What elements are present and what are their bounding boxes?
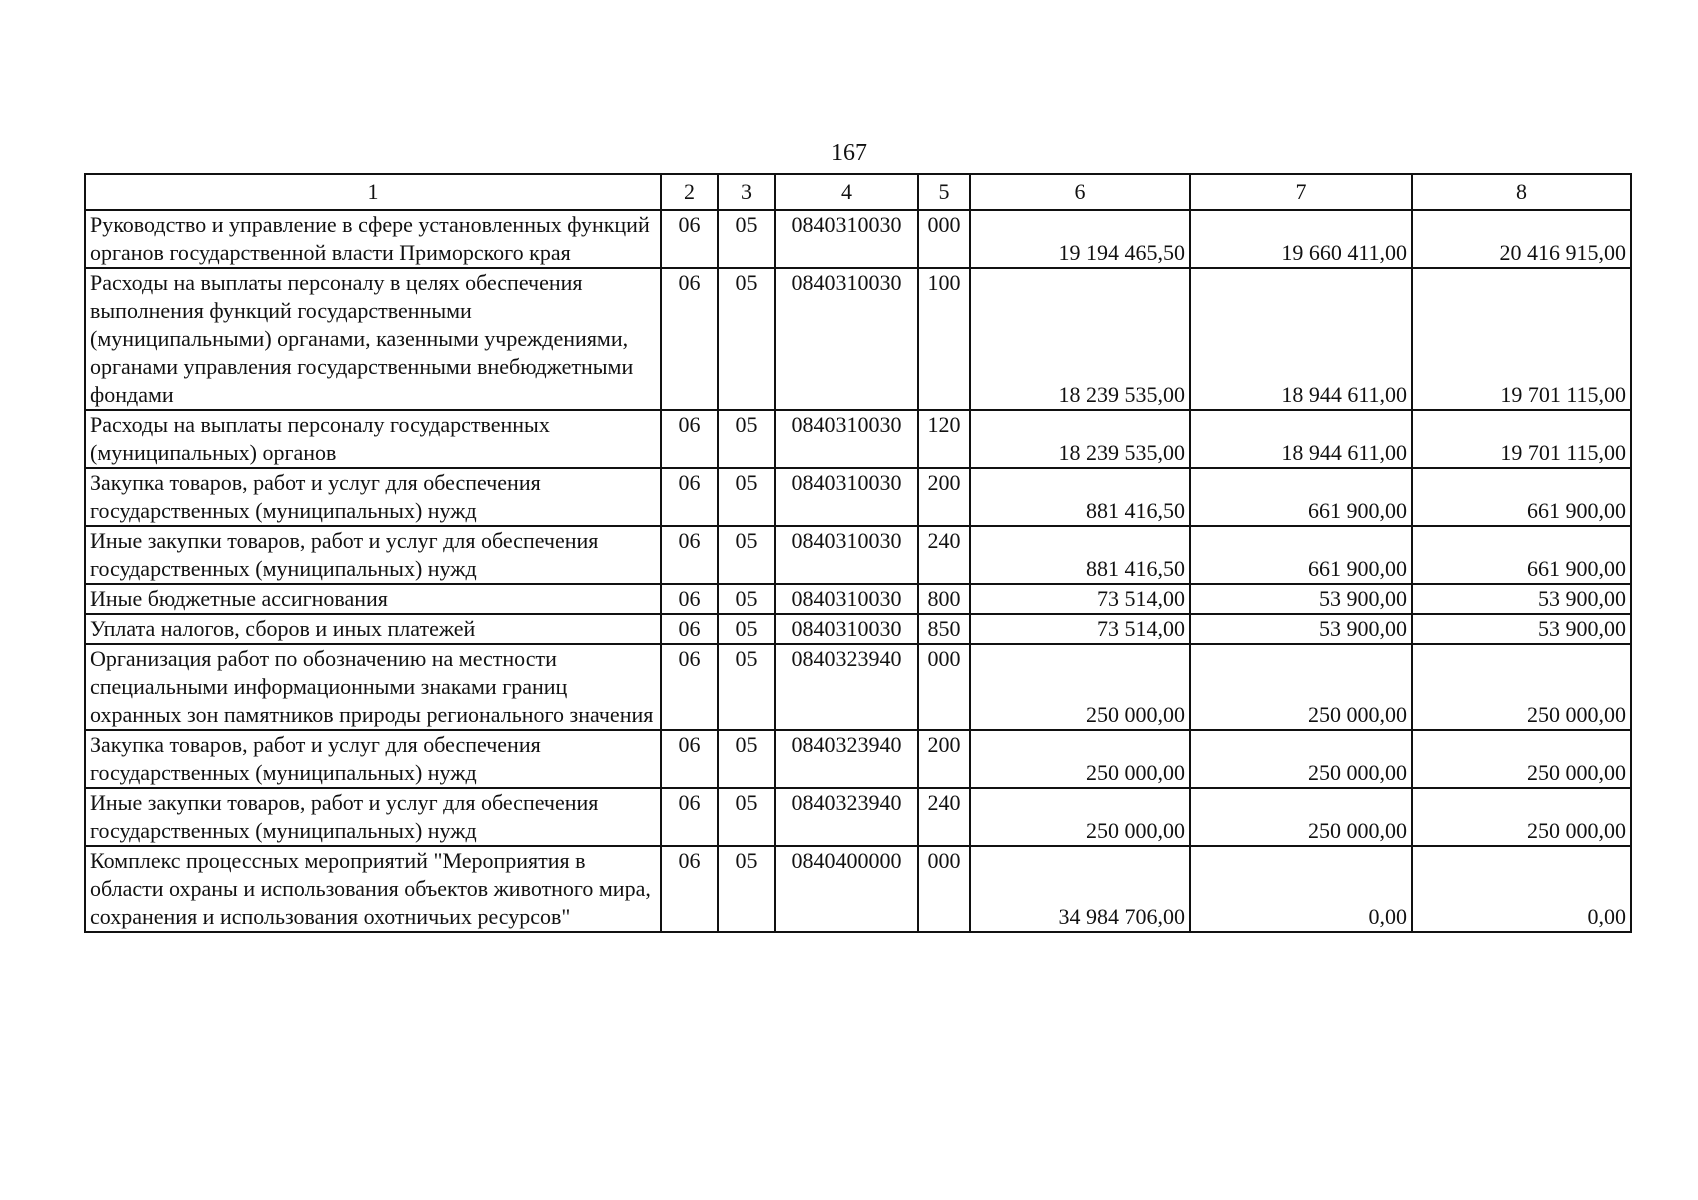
amount-col-8: 0,00 — [1412, 846, 1631, 932]
amount-col-7: 53 900,00 — [1190, 614, 1412, 644]
section-code: 06 — [661, 846, 718, 932]
row-name: Иные закупки товаров, работ и услуг для обеспечения государственных (муниципальных) нужд — [85, 788, 661, 846]
expense-type-code: 200 — [918, 468, 970, 526]
amount-col-6: 73 514,00 — [970, 584, 1190, 614]
amount-col-8: 19 701 115,00 — [1412, 268, 1631, 410]
amount-col-7: 250 000,00 — [1190, 730, 1412, 788]
subsection-code: 05 — [718, 526, 775, 584]
table-row — [85, 614, 1631, 644]
amount-col-6: 250 000,00 — [970, 730, 1190, 788]
section-code: 06 — [661, 644, 718, 730]
amount-col-7: 53 900,00 — [1190, 584, 1412, 614]
table-row — [85, 268, 1631, 410]
amount-col-8: 53 900,00 — [1412, 584, 1631, 614]
expense-type-code: 120 — [918, 410, 970, 468]
subsection-code: 05 — [718, 410, 775, 468]
table-row — [85, 644, 1631, 730]
column-header: 8 — [1412, 174, 1631, 210]
table-row — [85, 526, 1631, 584]
amount-col-8: 250 000,00 — [1412, 788, 1631, 846]
amount-col-6: 34 984 706,00 — [970, 846, 1190, 932]
expense-type-code: 800 — [918, 584, 970, 614]
amount-col-7: 250 000,00 — [1190, 788, 1412, 846]
amount-col-7: 661 900,00 — [1190, 468, 1412, 526]
amount-col-7: 661 900,00 — [1190, 526, 1412, 584]
section-code: 06 — [661, 730, 718, 788]
amount-col-6: 881 416,50 — [970, 468, 1190, 526]
amount-col-6: 250 000,00 — [970, 644, 1190, 730]
amount-col-8: 19 701 115,00 — [1412, 410, 1631, 468]
table-row — [85, 788, 1631, 846]
row-name: Иные закупки товаров, работ и услуг для обеспечения государственных (муниципальных) нужд — [85, 526, 661, 584]
amount-col-6: 881 416,50 — [970, 526, 1190, 584]
amount-col-8: 250 000,00 — [1412, 730, 1631, 788]
expense-type-code: 240 — [918, 788, 970, 846]
amount-col-7: 0,00 — [1190, 846, 1412, 932]
subsection-code: 05 — [718, 210, 775, 268]
subsection-code: 05 — [718, 614, 775, 644]
target-article-code: 0840323940 — [775, 644, 918, 730]
amount-col-8: 661 900,00 — [1412, 526, 1631, 584]
row-name: Закупка товаров, работ и услуг для обеспечения государственных (муниципальных) нужд — [85, 730, 661, 788]
target-article-code: 0840310030 — [775, 526, 918, 584]
row-name: Руководство и управление в сфере установленных функций органов государственной власти Приморского края — [85, 210, 661, 268]
row-name: Комплекс процессных мероприятий "Мероприятия в области охраны и использования объектов животного мира, сохранения и использования охотничьих ресурсов" — [85, 846, 661, 932]
section-code: 06 — [661, 584, 718, 614]
row-name: Иные бюджетные ассигнования — [85, 584, 661, 614]
column-header: 3 — [718, 174, 775, 210]
expense-type-code: 200 — [918, 730, 970, 788]
amount-col-8: 661 900,00 — [1412, 468, 1631, 526]
column-header: 4 — [775, 174, 918, 210]
amount-col-7: 19 660 411,00 — [1190, 210, 1412, 268]
target-article-code: 0840400000 — [775, 846, 918, 932]
target-article-code: 0840323940 — [775, 788, 918, 846]
column-header: 6 — [970, 174, 1190, 210]
row-name: Расходы на выплаты персоналу в целях обеспечения выполнения функций государственными (муниципальными) органами, казенными учреждениями, органами управления государственными внебюджетными фондами — [85, 268, 661, 410]
row-name: Закупка товаров, работ и услуг для обеспечения государственных (муниципальных) нужд — [85, 468, 661, 526]
amount-col-6: 19 194 465,50 — [970, 210, 1190, 268]
column-header: 7 — [1190, 174, 1412, 210]
amount-col-8: 20 416 915,00 — [1412, 210, 1631, 268]
section-code: 06 — [661, 788, 718, 846]
expense-type-code: 100 — [918, 268, 970, 410]
subsection-code: 05 — [718, 268, 775, 410]
column-header: 2 — [661, 174, 718, 210]
row-name: Уплата налогов, сборов и иных платежей — [85, 614, 661, 644]
subsection-code: 05 — [718, 468, 775, 526]
expense-type-code: 850 — [918, 614, 970, 644]
expense-type-code: 240 — [918, 526, 970, 584]
amount-col-6: 18 239 535,00 — [970, 268, 1190, 410]
expense-type-code: 000 — [918, 846, 970, 932]
table-row — [85, 730, 1631, 788]
subsection-code: 05 — [718, 730, 775, 788]
row-name: Организация работ по обозначению на местности специальными информационными знаками границ охранных зон памятников природы регионального значения — [85, 644, 661, 730]
amount-col-8: 53 900,00 — [1412, 614, 1631, 644]
expense-type-code: 000 — [918, 210, 970, 268]
table-row — [85, 410, 1631, 468]
target-article-code: 0840310030 — [775, 584, 918, 614]
section-code: 06 — [661, 410, 718, 468]
amount-col-6: 73 514,00 — [970, 614, 1190, 644]
header-row — [85, 174, 1631, 210]
table-row — [85, 584, 1631, 614]
target-article-code: 0840310030 — [775, 410, 918, 468]
section-code: 06 — [661, 614, 718, 644]
subsection-code: 05 — [718, 584, 775, 614]
table-row — [85, 210, 1631, 268]
column-header: 5 — [918, 174, 970, 210]
amount-col-6: 18 239 535,00 — [970, 410, 1190, 468]
target-article-code: 0840310030 — [775, 268, 918, 410]
target-article-code: 0840310030 — [775, 614, 918, 644]
subsection-code: 05 — [718, 846, 775, 932]
section-code: 06 — [661, 268, 718, 410]
target-article-code: 0840323940 — [775, 730, 918, 788]
table-row — [85, 846, 1631, 932]
budget-table — [84, 173, 1632, 933]
subsection-code: 05 — [718, 644, 775, 730]
page-number: 167 — [831, 140, 867, 166]
target-article-code: 0840310030 — [775, 210, 918, 268]
subsection-code: 05 — [718, 788, 775, 846]
amount-col-6: 250 000,00 — [970, 788, 1190, 846]
section-code: 06 — [661, 526, 718, 584]
amount-col-7: 18 944 611,00 — [1190, 268, 1412, 410]
section-code: 06 — [661, 210, 718, 268]
target-article-code: 0840310030 — [775, 468, 918, 526]
amount-col-7: 250 000,00 — [1190, 644, 1412, 730]
table-row — [85, 468, 1631, 526]
column-header: 1 — [85, 174, 661, 210]
section-code: 06 — [661, 468, 718, 526]
amount-col-7: 18 944 611,00 — [1190, 410, 1412, 468]
expense-type-code: 000 — [918, 644, 970, 730]
amount-col-8: 250 000,00 — [1412, 644, 1631, 730]
row-name: Расходы на выплаты персоналу государственных (муниципальных) органов — [85, 410, 661, 468]
